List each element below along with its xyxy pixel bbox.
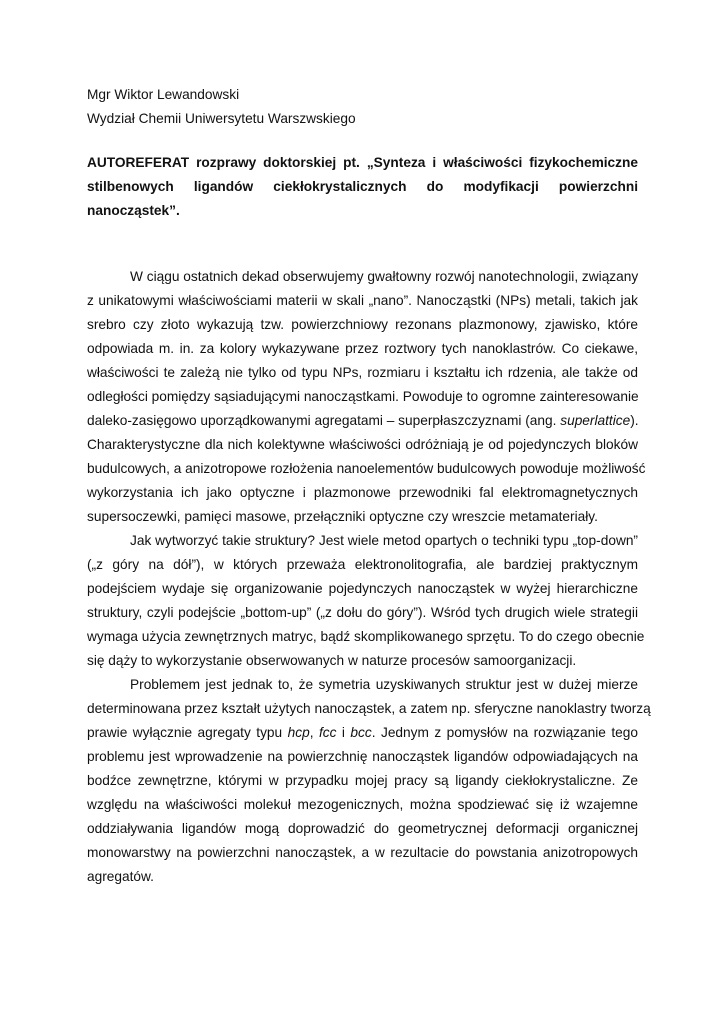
paragraph-3-line: bodźce zewnętrzne, którymi w przypadku mojej pracy są ligandy ciekłokrystaliczne. Ze <box>87 773 638 788</box>
author-name: Mgr Wiktor Lewandowski <box>87 87 240 102</box>
paragraph-2-line: („z góry na dół”), w których przeważa elektronolitografia, ale bardziej praktycznym <box>87 557 638 572</box>
title-line-2: stilbenowych ligandów ciekłokrystalicznych do modyfikacji powierzchni <box>87 179 638 194</box>
paragraph-3-line: problemu jest wprowadzenie na powierzchnię nanocząstek ligandów odpowiadających na <box>87 749 638 764</box>
text-run: i <box>336 725 351 740</box>
paragraph-3-line: oddziaływania ligandów mogą doprowadzić do geometrycznej deformacji organicznej <box>87 821 638 836</box>
department-name: Wydział Chemii Uniwersytetu Warszwskiego <box>87 111 356 126</box>
paragraph-1-line: srebro czy złoto wykazują tzw. powierzchniowy rezonans plazmonowy, zjawisko, które <box>87 317 638 332</box>
paragraph-3-line: monowarstwy na powierzchni nanocząstek, a w rezultacie do powstania anizotropowych <box>87 845 638 860</box>
term-fcc: fcc <box>318 725 337 740</box>
text-run: , <box>309 725 319 740</box>
paragraph-3-line: determinowana przez kształt użytych nanocząstek, a zatem np. sferyczne nanoklastry tworzą <box>87 701 651 716</box>
text-run: . Jednym z pomysłów na rozwiązanie tego <box>371 725 638 740</box>
term-hcp: hcp <box>287 725 310 740</box>
paragraph-2-line: wymaga użycia zewnętrznych matryc, bądź skomplikowanego sprzętu. To do czego obecnie <box>87 629 645 644</box>
paragraph-2-line: Jak wytworzyć takie struktury? Jest wiele metod opartych o techniki typu „top-down” <box>130 533 638 548</box>
paragraph-1-line: Charakterystyczne dla nich kolektywne właściwości odróżniają je od pojedynczych bloków <box>87 437 638 452</box>
paragraph-1-line: wykorzystania ich jako optyczne i plazmonowe przewodniki fal elektromagnetycznych <box>87 485 638 500</box>
paragraph-2-line: się dąży to wykorzystanie obserwowanych w naturze procesów samoorganizacji. <box>87 653 577 668</box>
paragraph-3-line: Problemem jest jednak to, że symetria uzyskiwanych struktur jest w dużej mierze <box>130 677 638 692</box>
paragraph-1-line: odległości pomiędzy sąsiadującymi nanocząstkami. Powoduje to ogromne zainteresowanie <box>87 389 639 404</box>
title-line-1: AUTOREFERAT rozprawy doktorskiej pt. „Synteza i właściwości fizykochemiczne <box>87 155 638 170</box>
paragraph-1-line: budulcowych, a anizotropowe rozłożenia nanoelementów budulcowych powoduje możliwość <box>87 461 646 476</box>
paragraph-1-line: z unikatowymi właściwościami materii w skali „nano”. Nanocząstki (NPs) metali, takich jak <box>87 293 638 308</box>
paragraph-1-line: właściwości te zależą nie tylko od typu NPs, rozmiaru i kształtu ich rdzenia, ale także od <box>87 365 638 380</box>
paragraph-1-line: W ciągu ostatnich dekad obserwujemy gwałtowny rozwój nanotechnologii, związany <box>130 269 639 284</box>
paragraph-3-line <box>87 724 638 741</box>
text-run: daleko-zasięgowo uporządkowanymi agregatami – superpłaszczyznami (ang. <box>87 413 561 428</box>
paragraph-1-line: odpowiada m. in. za kolory wykazywane przez roztwory tych nanoklastrów. Co ciekawe, <box>87 341 638 356</box>
paragraph-3-line: względu na właściwości molekuł mezogenicznych, można spodziewać się iż wzajemne <box>87 797 638 812</box>
term-bcc: bcc <box>350 725 372 740</box>
paragraph-2-line: struktury, czyli podejście „bottom-up” („z dołu do góry”). Wśród tych drugich wiele strategii <box>87 605 638 620</box>
paragraph-1-line: supersoczewki, pamięci masowe, przełączniki optyczne czy wreszcie metamateriały. <box>87 509 598 524</box>
text-run: ). <box>630 413 639 428</box>
term-superlattice: superlattice <box>560 413 631 428</box>
paragraph-2-line: podejściem wydaje się organizowanie pojedynczych nanocząstek w wyżej hierarchiczne <box>87 581 638 596</box>
title-line-3: nanocząstek”. <box>87 203 180 218</box>
text-run: prawie wyłącznie agregaty typu <box>87 725 288 740</box>
paragraph-1-line <box>87 412 638 429</box>
paragraph-3-line: agregatów. <box>87 869 154 884</box>
